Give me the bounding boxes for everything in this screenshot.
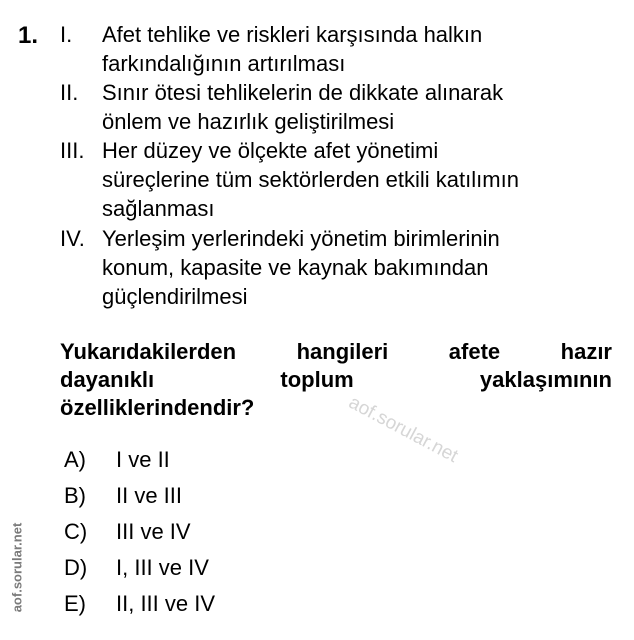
statement-3 bbox=[60, 136, 620, 223]
question-word: yaklaşımının bbox=[479, 367, 612, 392]
statement-line: Yerleşim yerlerindeki yönetim birimlerinin bbox=[102, 226, 500, 251]
option-text: I ve II bbox=[116, 447, 170, 472]
statement-line: Her düzey ve ölçekte afet yönetimi bbox=[102, 138, 439, 163]
question-word: özelliklerindendir? bbox=[60, 395, 255, 420]
option-b[interactable] bbox=[64, 482, 364, 510]
statement-roman: III. bbox=[60, 138, 85, 163]
statement-line: farkındalığının artırılması bbox=[102, 51, 346, 76]
question-word: hangileri bbox=[296, 339, 389, 364]
question-row bbox=[60, 338, 612, 366]
watermark: aof.sorular.net bbox=[345, 392, 462, 468]
statement-roman: IV. bbox=[60, 226, 85, 251]
option-letter: D) bbox=[64, 555, 88, 580]
statement-line: süreçlerine tüm sektörlerden etkili katılımın bbox=[102, 167, 519, 192]
statement-2 bbox=[60, 78, 620, 136]
question-word: toplum bbox=[280, 367, 354, 392]
statement-1 bbox=[60, 20, 620, 78]
statement-roman: II. bbox=[60, 80, 79, 105]
option-text: I, III ve IV bbox=[116, 555, 209, 580]
statement-roman: I. bbox=[60, 22, 73, 47]
side-watermark: aof.sorular.net bbox=[9, 522, 25, 613]
question-word: Yukarıdakilerden bbox=[60, 339, 237, 364]
question-row bbox=[60, 394, 612, 422]
question-word: afete bbox=[448, 339, 501, 364]
statement-4 bbox=[60, 224, 620, 311]
statement-line: sağlanması bbox=[102, 196, 215, 221]
statement-line: güçlendirilmesi bbox=[102, 284, 248, 309]
statement-line: konum, kapasite ve kaynak bakımından bbox=[102, 255, 489, 280]
question-row bbox=[60, 366, 612, 394]
option-text: II ve III bbox=[116, 483, 183, 508]
statement-line: Afet tehlike ve riskleri karşısında halkın bbox=[102, 22, 483, 47]
option-e[interactable] bbox=[64, 590, 364, 618]
option-text: II, III ve IV bbox=[116, 591, 216, 616]
statement-line: önlem ve hazırlık geliştirilmesi bbox=[102, 109, 395, 134]
statement-line: Sınır ötesi tehlikelerin de dikkate alınarak bbox=[102, 80, 504, 105]
option-c[interactable] bbox=[64, 518, 364, 546]
option-d[interactable] bbox=[64, 554, 364, 582]
option-letter: E) bbox=[64, 591, 86, 616]
option-letter: C) bbox=[64, 519, 88, 544]
question-stem bbox=[60, 338, 612, 422]
option-text: III ve IV bbox=[116, 519, 191, 544]
option-a[interactable] bbox=[64, 446, 364, 474]
option-letter: B) bbox=[64, 483, 86, 508]
question-word: dayanıklı bbox=[60, 367, 155, 392]
question-number: 1. bbox=[18, 22, 39, 49]
option-letter: A) bbox=[64, 447, 86, 472]
question-word: hazır bbox=[560, 339, 612, 364]
